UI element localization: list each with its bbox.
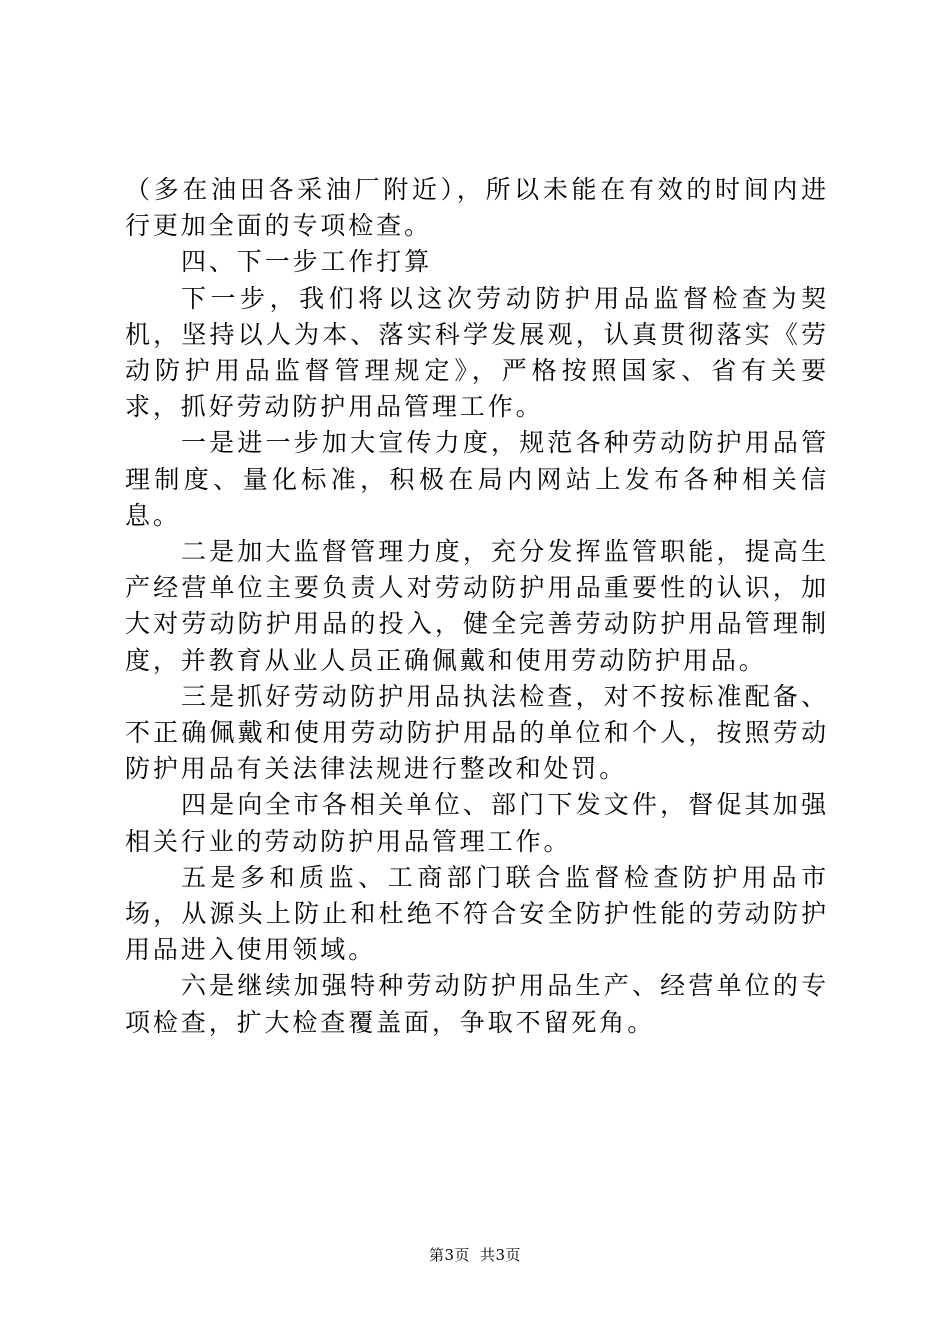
page-total: 共3页 bbox=[480, 1246, 522, 1264]
page-footer bbox=[0, 1244, 950, 1265]
section-heading: 四、下一步工作打算 bbox=[181, 247, 433, 277]
paragraph-item-6: 六是继续加强特种劳动防护用品生产、经营单位的专项检查，扩大检查覆盖面，争取不留死角。 bbox=[125, 971, 829, 1037]
document-body bbox=[125, 172, 829, 1041]
paragraph-item-1: 一是进一步加大宣传力度，规范各种劳动防护用品管理制度、量化标准，积极在局内网站上发布各种相关信息。 bbox=[125, 428, 829, 530]
paragraph-item-2: 二是加大监督管理力度，充分发挥监管职能，提高生产经营单位主要负责人对劳动防护用品重要性的认识，加大对劳动防护用品的投入，健全完善劳动防护用品管理制度，并教育从业人员正确佩戴和使用劳动防护用品。 bbox=[125, 537, 829, 675]
paragraph-item-4: 四是向全市各相关单位、部门下发文件，督促其加强相关行业的劳动防护用品管理工作。 bbox=[125, 790, 829, 856]
paragraph-continuation: （多在油田各采油厂附近），所以未能在有效的时间内进行更加全面的专项检查。 bbox=[125, 175, 829, 241]
page-number: 第3页 bbox=[428, 1246, 470, 1264]
paragraph-item-3: 三是抓好劳动防护用品执法检查，对不按标准配备、不正确佩戴和使用劳动防护用品的单位和个人，按照劳动防护用品有关法律法规进行整改和处罚。 bbox=[125, 681, 829, 784]
paragraph-next-step: 下一步，我们将以这次劳动防护用品监督检查为契机，坚持以人为本、落实科学发展观，认真贯彻落实《劳动防护用品监督管理规定》，严格按照国家、省有关要求，抓好劳动防护用品管理工作。 bbox=[125, 283, 829, 422]
paragraph-item-5: 五是多和质监、工商部门联合监督检查防护用品市场，从源头上防止和杜绝不符合安全防护性能的劳动防护用品进入使用领域。 bbox=[125, 862, 829, 965]
